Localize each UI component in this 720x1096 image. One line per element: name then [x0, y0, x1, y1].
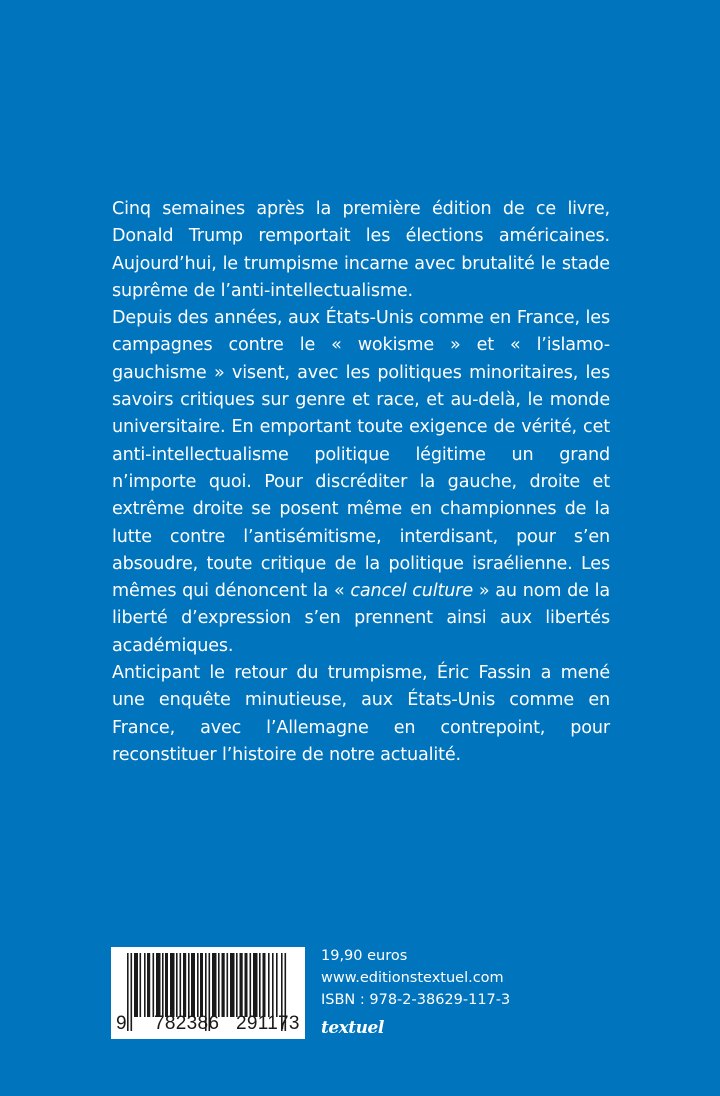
publisher-website: www.editionstextuel.com [321, 970, 504, 986]
blurb-paragraph-2-start: Depuis des années, aux États-Unis comme en France, les campagnes contre le « wokisme » et « l’islamo-gauchisme » visent, avec les politiques minoritaires, les savoirs critiques sur genre et race, et au-delà, le monde universitaire. En emportant toute exigence de vérité, cet anti-intellectualisme politique légitime un grand n’importe quoi. Pour discréditer la gauche, droite et extrême droite se posent même en championnes de la lutte contre l’antisémitisme, interdisant, pour s’en absoudre, toute critique de la politique israélienne. Les mêmes qui dénoncent la « [112, 308, 610, 602]
barcode-digits [111, 1013, 305, 1037]
blurb-paragraph-2-end: » au nom de la liberté d’expression s’en prennent ainsi aux libertés académiques. [112, 581, 610, 656]
back-cover-blurb [112, 196, 610, 769]
blurb-paragraph-3: Anticipant le retour du trumpisme, Éric Fassin a mené une enquête minutieuse, aux États-Unis comme en France, avec l’Allemagne en contrepoint, pour reconstituer l’histoire de notre actualité. [112, 663, 610, 765]
blurb-paragraph-2 [112, 305, 610, 660]
barcode-left-group: 782386 [154, 1013, 220, 1034]
publisher-logo: textuel [321, 1018, 384, 1038]
barcode-right-group: 291173 [236, 1013, 300, 1034]
blurb-italic-term: cancel culture [350, 581, 474, 602]
barcode-first-digit: 9 [116, 1013, 127, 1034]
book-info [321, 945, 510, 1011]
price: 19,90 euros [321, 948, 408, 964]
blurb-paragraph-1: Cinq semaines après la première édition de ce livre, Donald Trump remportait les élections américaines. Aujourd’hui, le trumpisme incarne avec brutalité le stade suprême de l’anti-intellectualisme. [112, 199, 610, 301]
isbn-barcode [111, 947, 305, 1039]
isbn: ISBN : 978-2-38629-117-3 [321, 992, 511, 1008]
